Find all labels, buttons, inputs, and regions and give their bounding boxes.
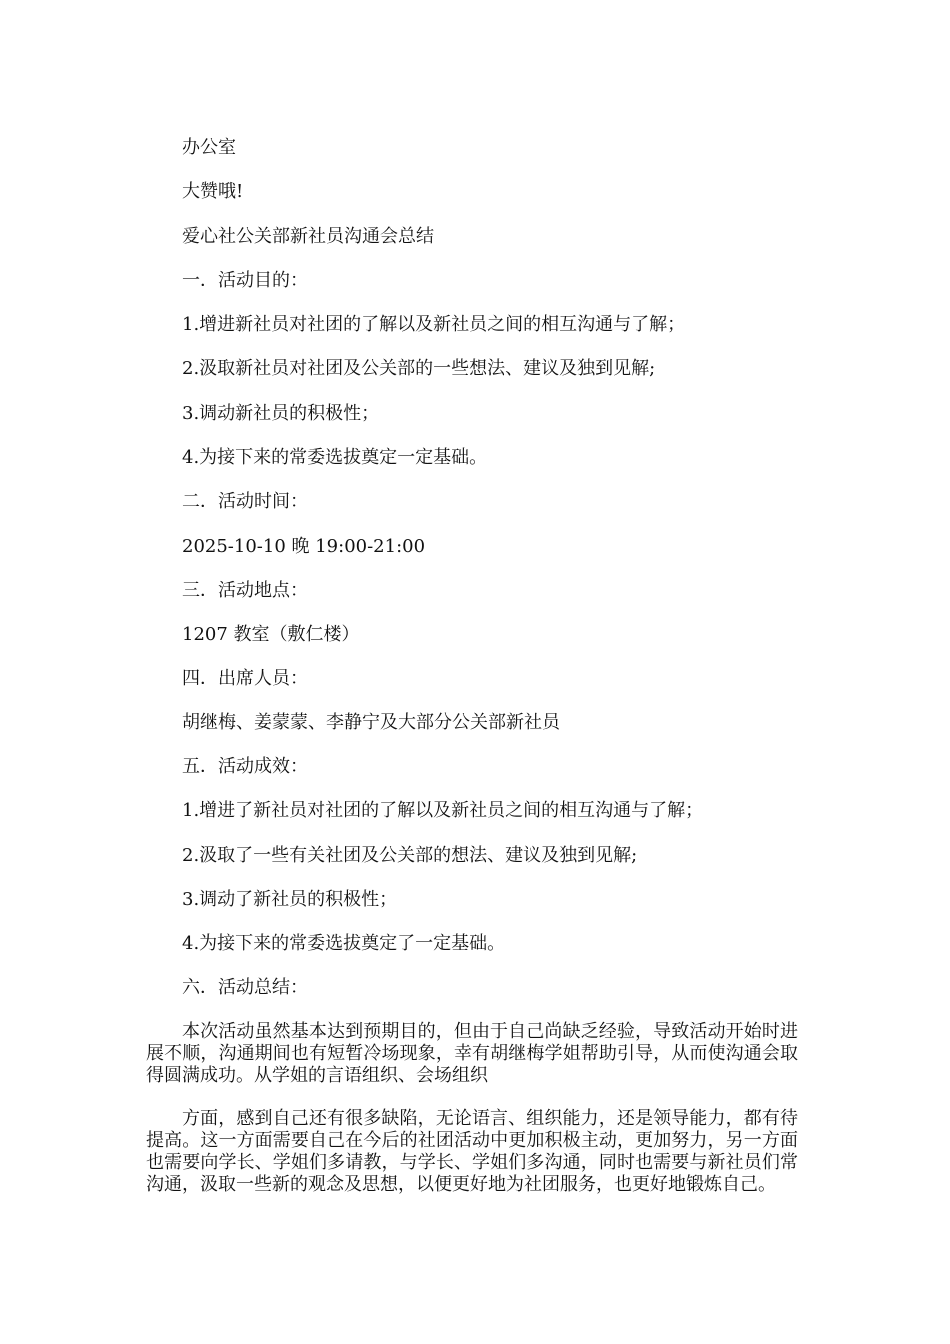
- section-heading-purpose: 一．活动目的：: [182, 270, 308, 291]
- results-item: 3.调动了新社员的积极性；: [182, 889, 398, 910]
- header-text: 办公室: [182, 137, 236, 158]
- time-value: 2025-10-10 晚 19:00-21:00: [182, 536, 426, 557]
- section-heading-place: 三．活动地点：: [182, 580, 308, 601]
- summary-paragraph: 方面，感到自己还有很多缺陷，无论语言、组织能力，还是领导能力，都有待提高。这一方面需要自己在今后的社团活动中更加积极主动，更加努力，另一方面也需要向学长、学姐们多请教，与学长、学姐们多沟通，同时也需要与新社员们常沟通，汲取一些新的观念及思想，以便更好地为社团服务，也更好地锻炼自己。: [146, 1108, 798, 1195]
- purpose-item: 1.增进新社员对社团的了解以及新社员之间的相互沟通与了解；: [182, 314, 686, 335]
- section-heading-attendees: 四．出席人员：: [182, 668, 308, 689]
- purpose-item: 2.汲取新社员对社团及公关部的一些想法、建议及独到见解;: [182, 358, 656, 379]
- results-item: 4.为接下来的常委选拔奠定了一定基础。: [182, 933, 506, 954]
- purpose-item: 3.调动新社员的积极性；: [182, 403, 380, 424]
- section-heading-results: 五．活动成效：: [182, 756, 308, 777]
- purpose-item: 4.为接下来的常委选拔奠定一定基础。: [182, 447, 488, 468]
- summary-paragraph: 本次活动虽然基本达到预期目的，但由于自己尚缺乏经验，导致活动开始时进展不顺，沟通期间也有短暂冷场现象，幸有胡继梅学姐帮助引导，从而使沟通会取得圆满成功。从学姐的言语组织、会场组织: [146, 1021, 798, 1086]
- place-value: 1207 教室（敷仁楼）: [182, 624, 360, 645]
- section-heading-time: 二．活动时间：: [182, 491, 308, 512]
- results-item: 1.增进了新社员对社团的了解以及新社员之间的相互沟通与了解；: [182, 800, 704, 821]
- results-item: 2.汲取了一些有关社团及公关部的想法、建议及独到见解;: [182, 845, 638, 866]
- section-heading-summary: 六．活动总结：: [182, 977, 308, 998]
- document-title: 爱心社公关部新社员沟通会总结: [182, 226, 434, 247]
- attendees-value: 胡继梅、姜蒙蒙、李静宁及大部分公关部新社员: [182, 712, 560, 733]
- praise-text: 大赞哦!: [182, 181, 244, 202]
